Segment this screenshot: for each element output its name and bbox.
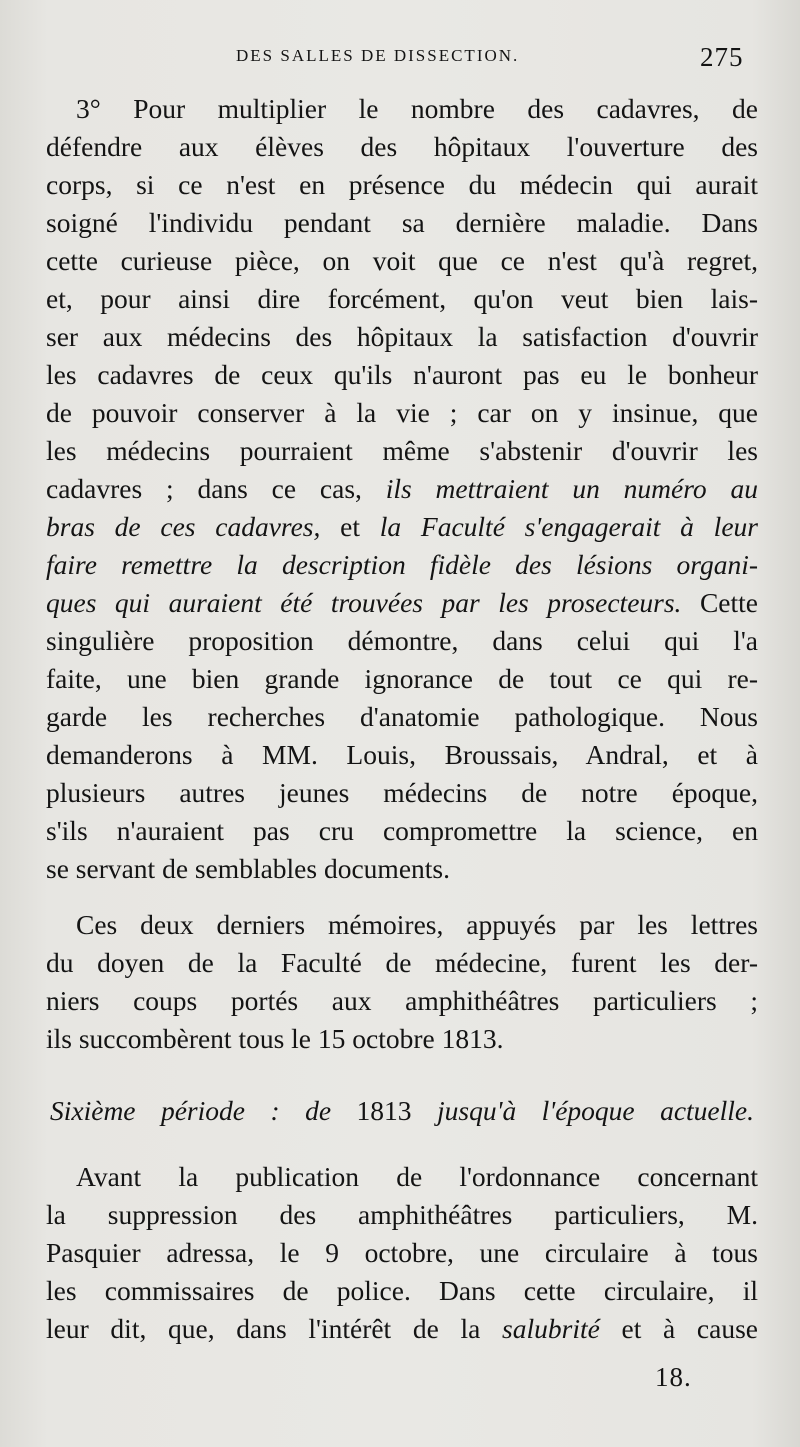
text-line: les commissaires de police. Dans cette circulaire, il bbox=[46, 1275, 758, 1306]
text-roman: Cette bbox=[699, 587, 758, 618]
text-roman: leur dit, que, dans l'intérêt de la bbox=[46, 1313, 503, 1344]
text-line: Avant la publication de l'ordonnance concernant bbox=[76, 1161, 758, 1192]
text-italic: bras de ces cadavres, bbox=[46, 511, 341, 542]
text-line bbox=[46, 586, 758, 620]
text-line: ser aux médecins des hôpitaux la satisfaction d'ouvrir bbox=[46, 321, 758, 352]
text-line bbox=[46, 1312, 758, 1346]
text-line: ils succombèrent tous le 15 octobre 1813. bbox=[46, 1023, 504, 1054]
text-line: singulière proposition démontre, dans celui qui l'a bbox=[46, 625, 758, 656]
page-header bbox=[0, 42, 800, 76]
text-line: Pasquier adressa, le 9 octobre, une circulaire à tous bbox=[46, 1237, 758, 1268]
heading-part: jusqu'à l'époque actuelle. bbox=[411, 1095, 754, 1126]
text-italic: ques qui auraient été trouvées par les prosecteurs. bbox=[46, 587, 700, 618]
text-line: plusieurs autres jeunes médecins de notre époque, bbox=[46, 777, 758, 808]
text-line: les médecins pourraient même s'abstenir d'ouvrir les bbox=[46, 435, 758, 466]
text-roman: cadavres ; dans ce cas, bbox=[46, 473, 386, 504]
running-head: DES SALLES DE DISSECTION. bbox=[236, 46, 520, 65]
text-line: soigné l'individu pendant sa dernière maladie. Dans bbox=[46, 207, 758, 238]
text-line: du doyen de la Faculté de médecine, furent les der- bbox=[46, 947, 758, 978]
text-line bbox=[46, 510, 758, 544]
text-line: 3° Pour multiplier le nombre des cadavres, de bbox=[76, 93, 758, 124]
text-line: cette curieuse pièce, on voit que ce n'est qu'à regret, bbox=[46, 245, 758, 276]
page-number: 275 bbox=[700, 42, 744, 72]
text-line: faire remettre la description fidèle des lésions organi- bbox=[46, 549, 758, 580]
text-italic: la Faculté s'engagerait à leur bbox=[379, 511, 758, 542]
heading-year: 1813 bbox=[356, 1095, 412, 1126]
text-line: de pouvoir conserver à la vie ; car on y insinue, que bbox=[46, 397, 758, 428]
text-line: défendre aux élèves des hôpitaux l'ouverture des bbox=[46, 131, 758, 162]
section-heading bbox=[50, 1094, 754, 1128]
signature-mark: 18. bbox=[655, 1362, 692, 1392]
text-line: demanderons à MM. Louis, Broussais, Andral, et à bbox=[46, 739, 758, 770]
text-line: faite, une bien grande ignorance de tout ce qui re- bbox=[46, 663, 758, 694]
heading-part: de bbox=[305, 1095, 357, 1126]
text-line: et, pour ainsi dire forcément, qu'on veut bien lais- bbox=[46, 283, 758, 314]
text-line: garde les recherches d'anatomie pathologique. Nous bbox=[46, 701, 758, 732]
text-line: niers coups portés aux amphithéâtres particuliers ; bbox=[46, 985, 758, 1016]
text-italic: ils mettraient un numéro au bbox=[385, 473, 758, 504]
text-roman: et bbox=[340, 511, 380, 542]
heading-part: Sixième période : bbox=[50, 1095, 306, 1126]
text-italic: salubrité bbox=[502, 1313, 600, 1344]
text-line bbox=[46, 472, 758, 506]
text-line: se servant de semblables documents. bbox=[46, 853, 450, 884]
text-roman: et à cause bbox=[599, 1313, 758, 1344]
text-line: Ces deux derniers mémoires, appuyés par les lettres bbox=[76, 909, 758, 940]
text-line: s'ils n'auraient pas cru compromettre la science, en bbox=[46, 815, 758, 846]
text-line: corps, si ce n'est en présence du médecin qui aurait bbox=[46, 169, 758, 200]
text-line: la suppression des amphithéâtres particuliers, M. bbox=[46, 1199, 758, 1230]
text-line: les cadavres de ceux qu'ils n'auront pas eu le bonheur bbox=[46, 359, 758, 390]
